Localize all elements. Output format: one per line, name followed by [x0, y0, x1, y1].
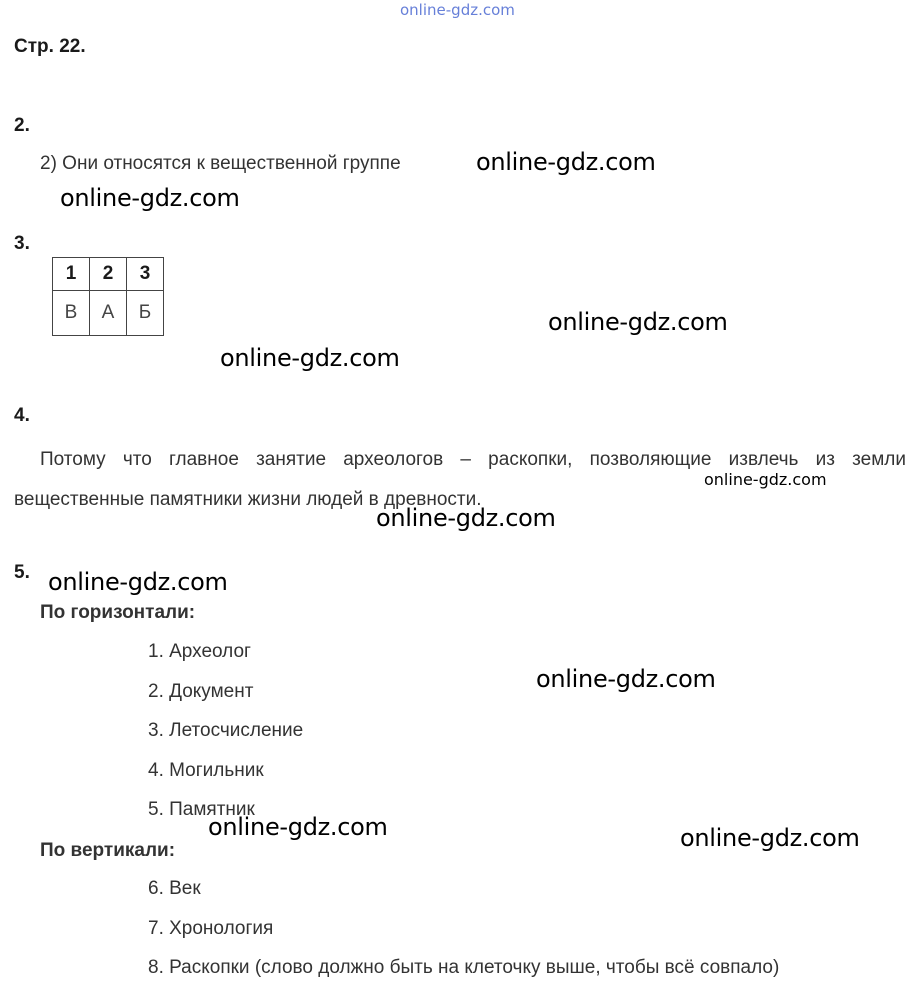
answer-table-value-cell: Б [127, 291, 164, 336]
horizontal-item: 3. Летосчисление [148, 720, 304, 741]
vertical-item: 8. Раскопки (слово должно быть на клеточку выше, чтобы всё совпало) [148, 957, 780, 978]
answer-table-header-cell: 2 [90, 258, 127, 291]
horizontal-item: 5. Памятник [148, 799, 255, 820]
watermark: online-gdz.com [704, 470, 827, 489]
task2-answer: 2) Они относятся к вещественной группе [40, 153, 401, 174]
task4-answer: Потому что главное занятие археологов – раскопки, позволяющие извлечь из земли вещественные памятники жизни людей в древности. [14, 449, 906, 510]
watermark: online-gdz.com [48, 568, 228, 596]
horizontal-item: 1. Археолог [148, 641, 251, 662]
horizontal-item: 2. Документ [148, 681, 254, 702]
answer-table [52, 257, 164, 336]
answer-table-header-row [53, 258, 164, 291]
vertical-item: 7. Хронология [148, 918, 274, 939]
answer-table-header-cell: 3 [127, 258, 164, 291]
watermark: online-gdz.com [548, 308, 728, 336]
vertical-item: 6. Век [148, 878, 201, 899]
watermark-top: online-gdz.com [400, 1, 515, 19]
page-title: Стр. 22. [14, 36, 86, 57]
watermark: online-gdz.com [376, 504, 556, 532]
watermark: online-gdz.com [220, 344, 400, 372]
watermark: online-gdz.com [476, 148, 656, 176]
task3-number: 3. [14, 233, 30, 254]
watermark: online-gdz.com [536, 665, 716, 693]
vertical-label: По вертикали: [40, 840, 176, 861]
horizontal-item: 4. Могильник [148, 760, 264, 781]
task2-number: 2. [14, 115, 30, 136]
watermark: online-gdz.com [680, 824, 860, 852]
answer-table-value-cell: А [90, 291, 127, 336]
answer-table-value-row [53, 291, 164, 336]
horizontal-label: По горизонтали: [40, 602, 196, 623]
answer-table-header-cell: 1 [53, 258, 90, 291]
task4-number: 4. [14, 405, 30, 426]
watermark: online-gdz.com [60, 184, 240, 212]
answer-table-value-cell: В [53, 291, 90, 336]
watermark: online-gdz.com [208, 813, 388, 841]
task5-number: 5. [14, 562, 30, 583]
